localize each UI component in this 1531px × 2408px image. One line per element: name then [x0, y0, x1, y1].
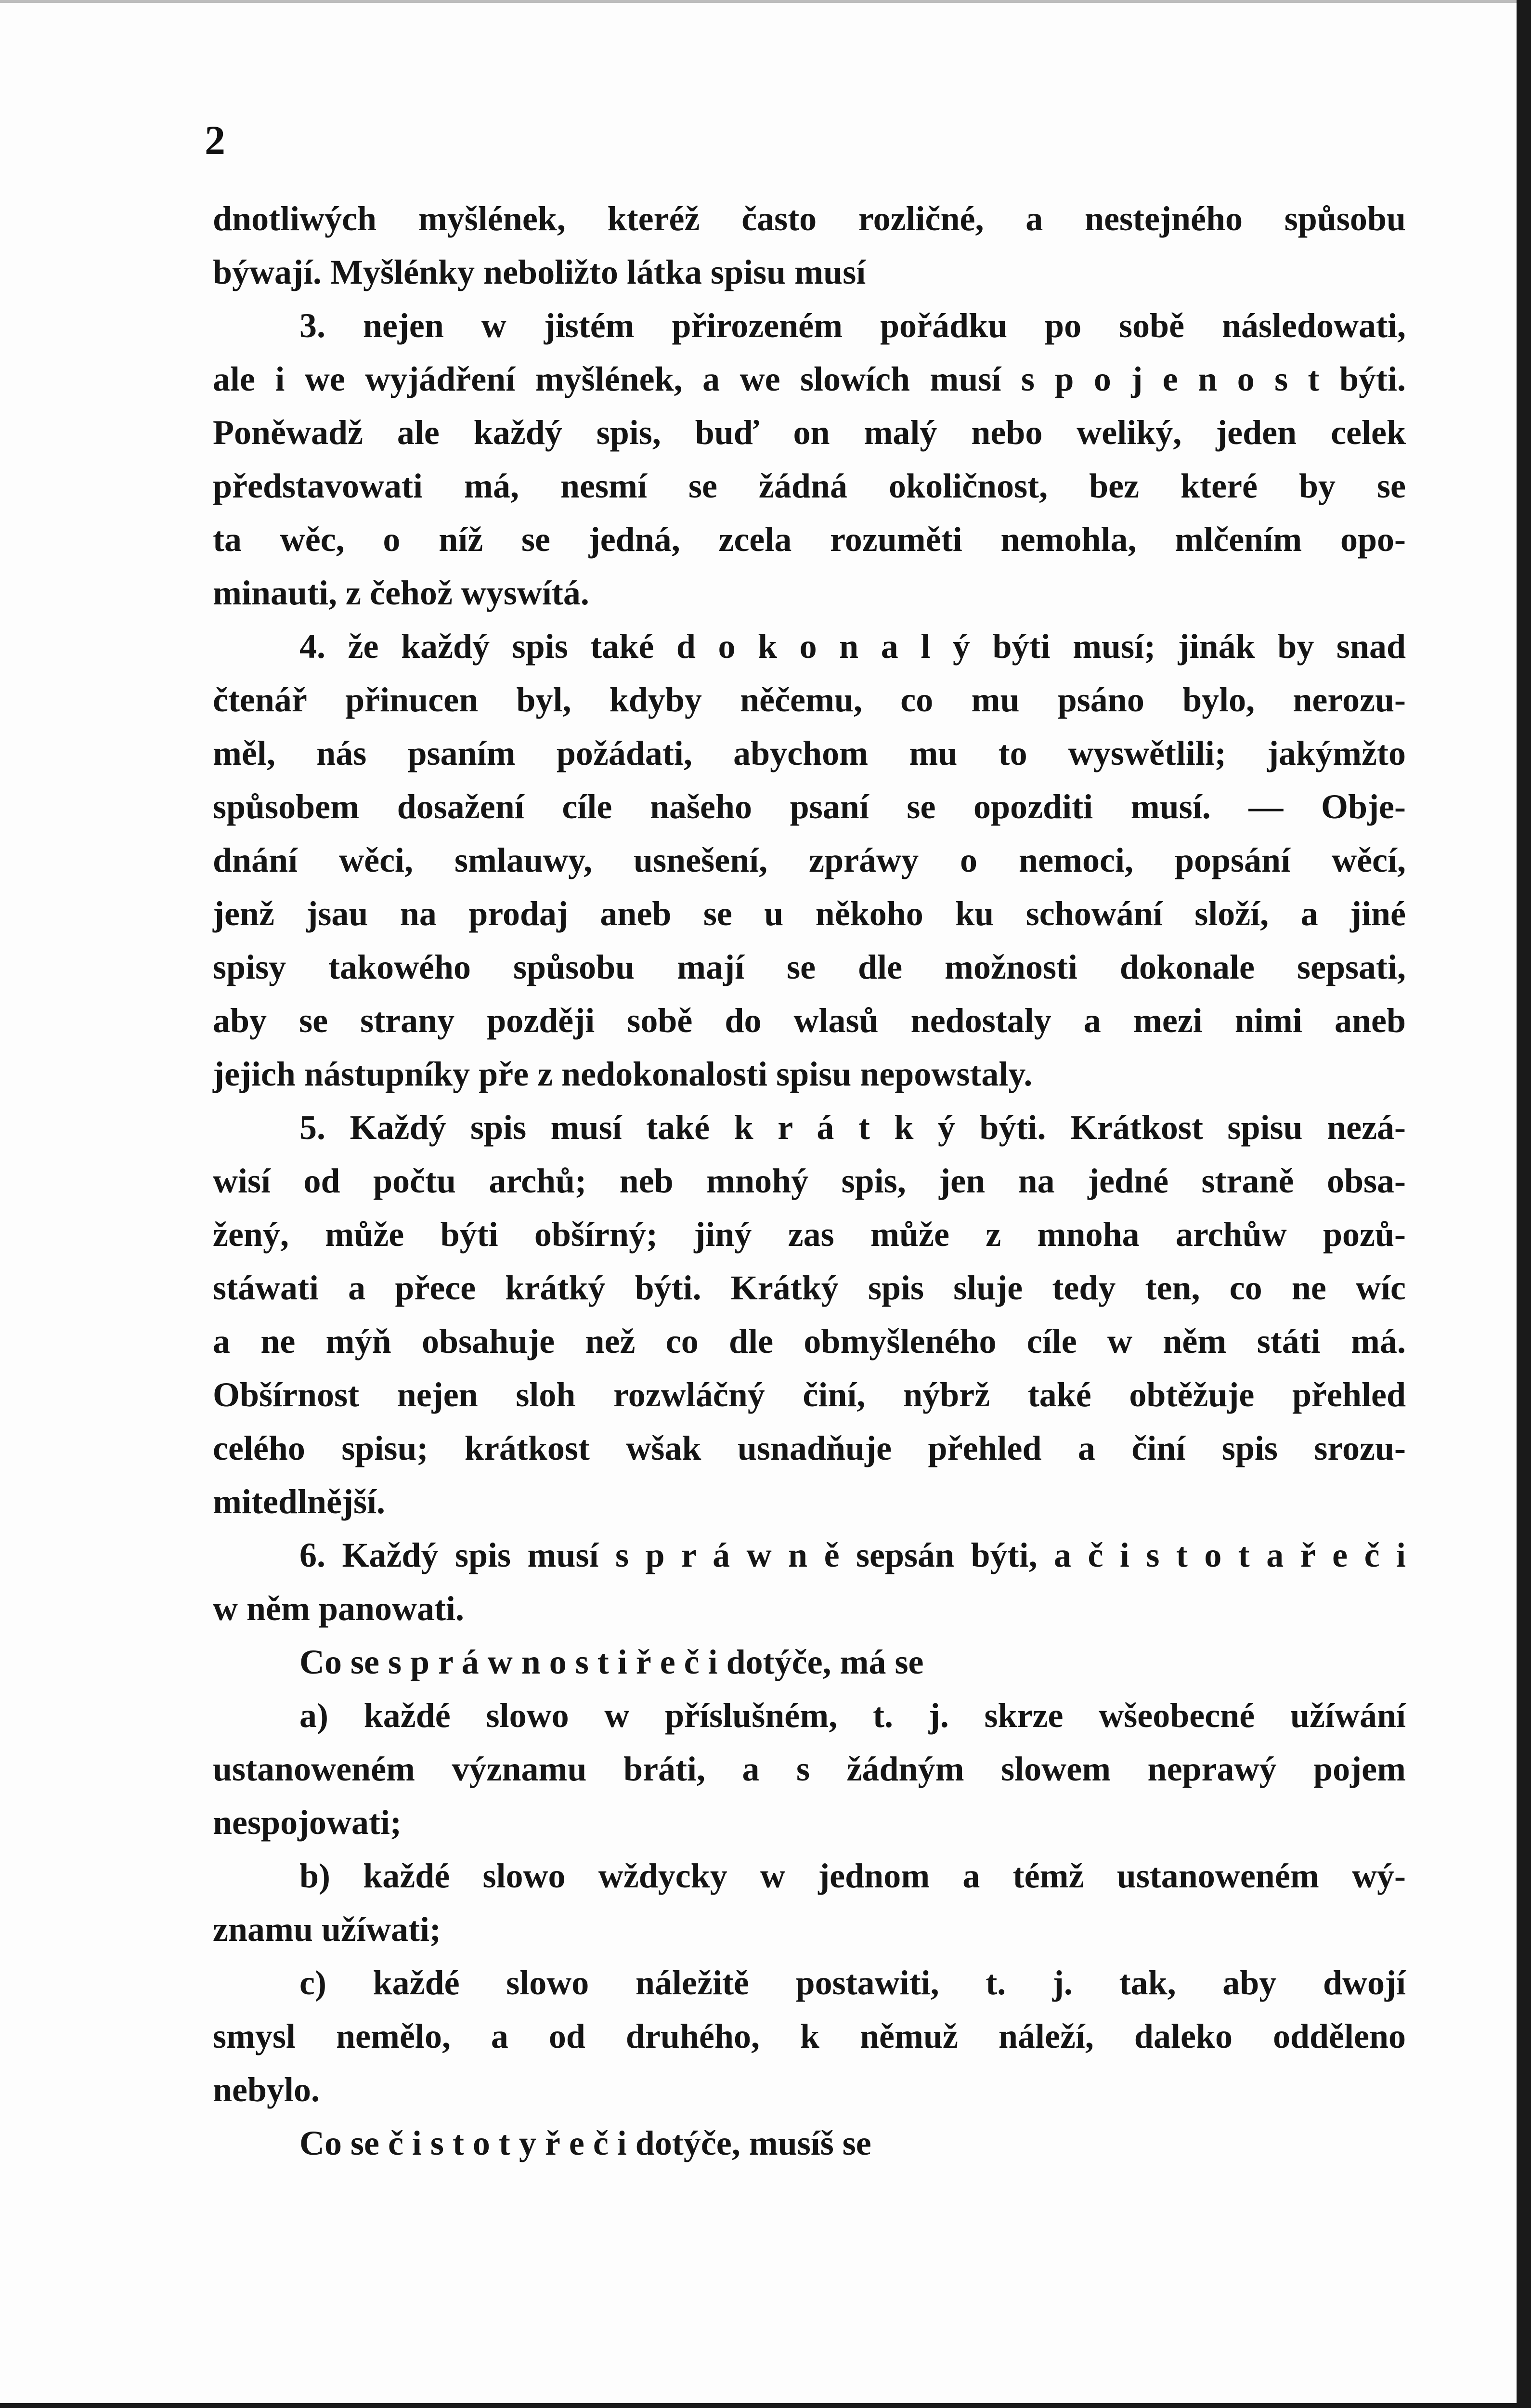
text-line: býwají. Myšlénky neboližto látka spisu musí — [213, 253, 866, 291]
text-line: stáwati a přece krátký býti. Krátký spis sluje tedy ten, co ne wíc — [213, 1269, 1406, 1307]
text-line: ustanoweném významu bráti, a s žádným slowem neprawý pojem — [213, 1750, 1406, 1788]
text-line: žený, může býti obšírný; jiný zas může z mnoha archůw pozů- — [213, 1215, 1406, 1254]
page-number: 2 — [205, 117, 225, 163]
text-line: měl, nás psaním požádati, abychom mu to wyswětlili; jakýmžto — [213, 734, 1406, 772]
text-line: minauti, z čehož wyswítá. — [213, 574, 589, 612]
text-line: 3. nejen w jistém přirozeném pořádku po sobě následowati, — [299, 306, 1406, 345]
text-line: celého spisu; krátkost wšak usnadňuje přehled a činí spis srozu- — [213, 1429, 1406, 1467]
text-line: wisí od počtu archů; neb mnohý spis, jen na jedné straně obsa- — [213, 1162, 1406, 1200]
text-line: spůsobem dosažení cíle našeho psaní se opozditi musí. — Obje- — [213, 787, 1406, 826]
text-line: b) každé slowo wždycky w jednom a témž ustanoweném wý- — [299, 1857, 1406, 1895]
text-line: c) každé slowo náležitě postawiti, t. j. tak, aby dwojí — [299, 1963, 1406, 2002]
text-line: spisy takowého spůsobu mají se dle možnosti dokonale sepsati, — [213, 948, 1406, 986]
text-line: ta wěc, o níž se jedná, zcela rozuměti nemohla, mlčením opo- — [213, 520, 1406, 559]
text-line: aby se strany později sobě do wlasů nedostaly a mezi nimi aneb — [213, 1001, 1406, 1040]
text-line: čtenář přinucen byl, kdyby něčemu, co mu psáno bylo, nerozu- — [213, 681, 1406, 719]
text-line: jenž jsau na prodaj aneb se u někoho ku schowání složí, a jiné — [213, 894, 1406, 933]
text-line: jejich nástupníky pře z nedokonalosti spisu nepowstaly. — [213, 1055, 1033, 1093]
text-line: Co se s p r á w n o s t i ř e č i dotýče, má se — [299, 1643, 924, 1681]
text-line: Obšírnost nejen sloh rozwláčný činí, nýbrž také obtěžuje přehled — [213, 1375, 1406, 1414]
text-line: dnání wěci, smlauwy, usnešení, zpráwy o nemoci, popsání wěcí, — [213, 841, 1406, 879]
text-line: znamu užíwati; — [213, 1910, 441, 1949]
text-line: 4. že každý spis také d o k o n a l ý býti musí; jinák by snad — [299, 627, 1406, 666]
text-line: představowati má, nesmí se žádná okoličnost, bez které by se — [213, 467, 1406, 505]
text-line: Co se č i s t o t y ř e č i dotýče, musíš se — [299, 2124, 871, 2162]
text-line: smysl nemělo, a od druhého, k němuž náleží, daleko odděleno — [213, 2017, 1406, 2055]
text-line: a) každé slowo w příslušném, t. j. skrze wšeobecné užíwání — [299, 1696, 1406, 1735]
text-line: nebylo. — [213, 2070, 320, 2109]
text-line: mitedlnější. — [213, 1482, 385, 1521]
text-line: ale i we wyjádření myšlének, a we slowích musí s p o j e n o s t býti. — [213, 360, 1406, 398]
text-line: Poněwadž ale každý spis, buď on malý nebo weliký, jeden celek — [213, 413, 1406, 452]
text-line: nespojowati; — [213, 1803, 402, 1842]
text-line: a ne mýň obsahuje než co dle obmyšleného cíle w něm státi má. — [213, 1322, 1406, 1361]
text-line: dnotliwých myšlének, kteréž často rozličné, a nestejného spůsobu — [213, 199, 1406, 238]
text-line: 5. Každý spis musí také k r á t k ý býti. Krátkost spisu nezá- — [299, 1108, 1406, 1147]
text-line: w něm panowati. — [213, 1589, 465, 1628]
text-line: 6. Každý spis musí s p r á w n ě sepsán býti, a č i s t o t a ř e č i — [299, 1536, 1406, 1574]
